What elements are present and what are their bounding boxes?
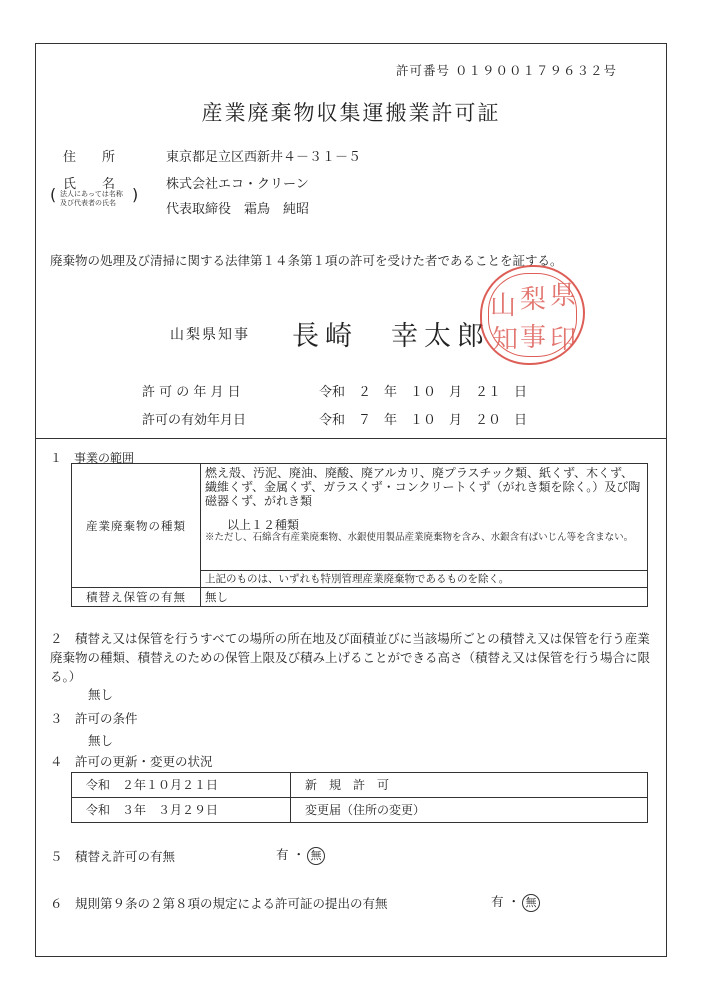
section4-heading: ４ 許可の更新・変更の状況 xyxy=(50,754,213,769)
table-row xyxy=(72,773,648,798)
section1-heading: １ 事業の範囲 xyxy=(50,451,135,465)
waste-exclusion: 上記のものは、いずれも特別管理産業廃棄物であるものを除く。 xyxy=(201,571,648,588)
table-row xyxy=(72,798,648,823)
section5-options: 有 ・ 無 xyxy=(276,845,325,865)
waste-type-label: 産業廃棄物の種類 xyxy=(72,464,201,588)
storage-label: 積替え保管の有無 xyxy=(72,588,201,607)
business-scope-table xyxy=(71,463,648,607)
permit-date-value: 令和 ２ 年 １０ 月 ２１ 日 xyxy=(319,385,528,400)
waste-list: 燃え殻、汚泥、廃油、廃酸、廃アルカリ、廃プラスチック類、紙くず、木くず、繊維くず、金属くず、ガラスくず・コンクリートくず（がれき類を除く。）及び陶磁器くず、がれき類 xyxy=(205,466,641,508)
name-label: 氏 名 xyxy=(63,177,116,192)
official-seal: 県 印 梨 事 山 知 xyxy=(480,265,585,365)
certificate-frame xyxy=(35,43,667,957)
waste-count: 以上１２種類 xyxy=(227,518,300,532)
representative-name: 代表取締役 霜鳥 純昭 xyxy=(166,202,310,217)
divider xyxy=(36,438,666,439)
renewal-date: 令和 ３年 ３月２９日 xyxy=(72,798,291,823)
section6-label: ６ 規則第９条の２第８項の規定による許可証の提出の有無 xyxy=(50,896,388,911)
waste-type-cell xyxy=(201,464,648,571)
valid-date-value: 令和 ７ 年 １０ 月 ２０ 日 xyxy=(319,413,528,428)
waste-note: ※ただし、石綿含有産業廃棄物、水銀使用製品産業廃棄物を含み、水銀含有ばいじん等を含まない。 xyxy=(205,532,634,543)
name-note: ( 法人にあっては名称 及び代表者の氏名 ) xyxy=(50,185,139,207)
address-value: 東京都足立区西新井４－３１－５ xyxy=(166,150,362,165)
section6-no-circled: 無 xyxy=(522,894,540,912)
permit-number: 許可番号 ０１９００１７９６３２号 xyxy=(396,63,617,78)
renewal-event: 新 規 許 可 xyxy=(291,773,648,798)
section2-value: 無し xyxy=(88,687,114,702)
section5-yes: 有 xyxy=(276,847,289,862)
renewal-table xyxy=(71,772,648,823)
renewal-date: 令和 ２年１０月２１日 xyxy=(72,773,291,798)
storage-value: 無し xyxy=(201,588,648,607)
document-title: 産業廃棄物収集運搬業許可証 xyxy=(201,101,501,125)
section3-value: 無し xyxy=(88,733,114,748)
company-name: 株式会社エコ・クリーン xyxy=(166,177,309,192)
certification-text: 廃棄物の処理及び清掃に関する法律第１４条第１項の許可を受けた者であることを証する。 xyxy=(50,253,563,268)
section2-text: ２ 積替え又は保管を行うすべての場所の所在地及び面積並びに当該場所ごとの積替え又は保管を行う産業廃棄物の種類、積替えのための保管上限及び積み上げることができる高さ（積替え又は保管を行う場合に限る。） xyxy=(50,631,651,684)
section3-heading: ３ 許可の条件 xyxy=(50,711,138,726)
governor-name: 長崎 幸太郎 xyxy=(292,321,490,352)
renewal-event: 変更届（住所の変更） xyxy=(291,798,648,823)
governor-title: 山梨県知事 xyxy=(170,327,250,343)
permit-date-label: 許 可 の 年 月 日 xyxy=(142,385,241,400)
address-label: 住 所 xyxy=(63,150,116,165)
section5-no-circled: 無 xyxy=(307,847,325,865)
section6-options: 有 ・ 無 xyxy=(491,892,540,912)
valid-date-label: 許可の有効年月日 xyxy=(142,413,247,428)
section6-yes: 有 xyxy=(491,894,504,909)
section5-label: ５ 積替え許可の有無 xyxy=(50,849,176,864)
